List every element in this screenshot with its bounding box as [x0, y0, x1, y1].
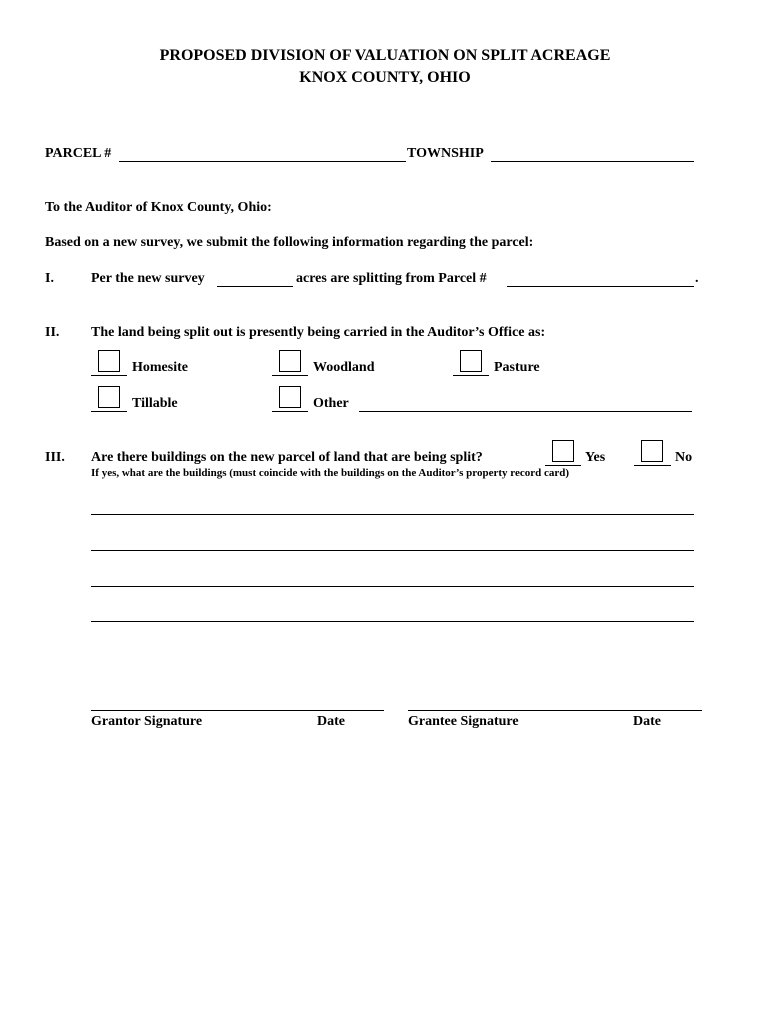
other-underline: [272, 411, 308, 412]
buildings-yes-checkbox[interactable]: [552, 440, 574, 462]
grantee-date-label: Date: [633, 714, 661, 729]
acres-field[interactable]: [217, 270, 293, 287]
pasture-underline: [453, 375, 489, 376]
homesite-underline: [91, 375, 127, 376]
homesite-checkbox[interactable]: [98, 350, 120, 372]
grantor-date-label: Date: [317, 714, 345, 729]
form-title: PROPOSED DIVISION OF VALUATION ON SPLIT ACREAGE: [159, 47, 611, 64]
no-label: No: [675, 450, 693, 465]
tillable-label: Tillable: [132, 396, 178, 411]
buildings-note: If yes, what are the buildings (must coincide with the buildings on the Auditor’s property record card): [91, 467, 570, 479]
buildings-no-checkbox[interactable]: [641, 440, 663, 462]
homesite-label: Homesite: [132, 360, 188, 375]
section-2-text: The land being split out is presently being carried in the Auditor’s Office as:: [91, 325, 546, 340]
salutation: To the Auditor of Knox County, Ohio:: [45, 200, 272, 215]
tillable-checkbox[interactable]: [98, 386, 120, 408]
other-description-field[interactable]: [359, 395, 692, 412]
yes-underline: [545, 465, 581, 466]
township-label: TOWNSHIP: [407, 146, 484, 161]
section-1-text-a: Per the new survey: [91, 271, 205, 286]
section-2-numeral: II.: [45, 325, 60, 340]
buildings-line-3[interactable]: [91, 570, 694, 587]
section-1-text-b: acres are splitting from Parcel #: [296, 271, 487, 286]
woodland-underline: [272, 375, 308, 376]
parcel-label: PARCEL #: [45, 146, 112, 161]
tillable-underline: [91, 411, 127, 412]
woodland-label: Woodland: [313, 360, 375, 375]
intro-statement: Based on a new survey, we submit the following information regarding the parcel:: [45, 235, 534, 250]
buildings-line-1[interactable]: [91, 498, 694, 515]
grantor-signature-label: Grantor Signature: [91, 714, 203, 729]
township-field[interactable]: [491, 145, 694, 162]
other-checkbox[interactable]: [279, 386, 301, 408]
yes-label: Yes: [585, 450, 606, 465]
form-subtitle: KNOX COUNTY, OHIO: [299, 69, 471, 86]
section-1-numeral: I.: [45, 271, 54, 286]
grantor-signature-line[interactable]: [91, 694, 384, 711]
section-3-question: Are there buildings on the new parcel of land that are being split?: [91, 450, 483, 465]
woodland-checkbox[interactable]: [279, 350, 301, 372]
section-1-period: .: [695, 271, 699, 286]
grantee-signature-line[interactable]: [408, 694, 702, 711]
buildings-line-2[interactable]: [91, 534, 694, 551]
no-underline: [634, 465, 671, 466]
grantee-signature-label: Grantee Signature: [408, 714, 519, 729]
other-label: Other: [313, 396, 349, 411]
section-3-numeral: III.: [45, 450, 65, 465]
pasture-label: Pasture: [494, 360, 540, 375]
buildings-line-4[interactable]: [91, 605, 694, 622]
pasture-checkbox[interactable]: [460, 350, 482, 372]
source-parcel-field[interactable]: [507, 270, 694, 287]
parcel-number-field[interactable]: [119, 145, 406, 162]
